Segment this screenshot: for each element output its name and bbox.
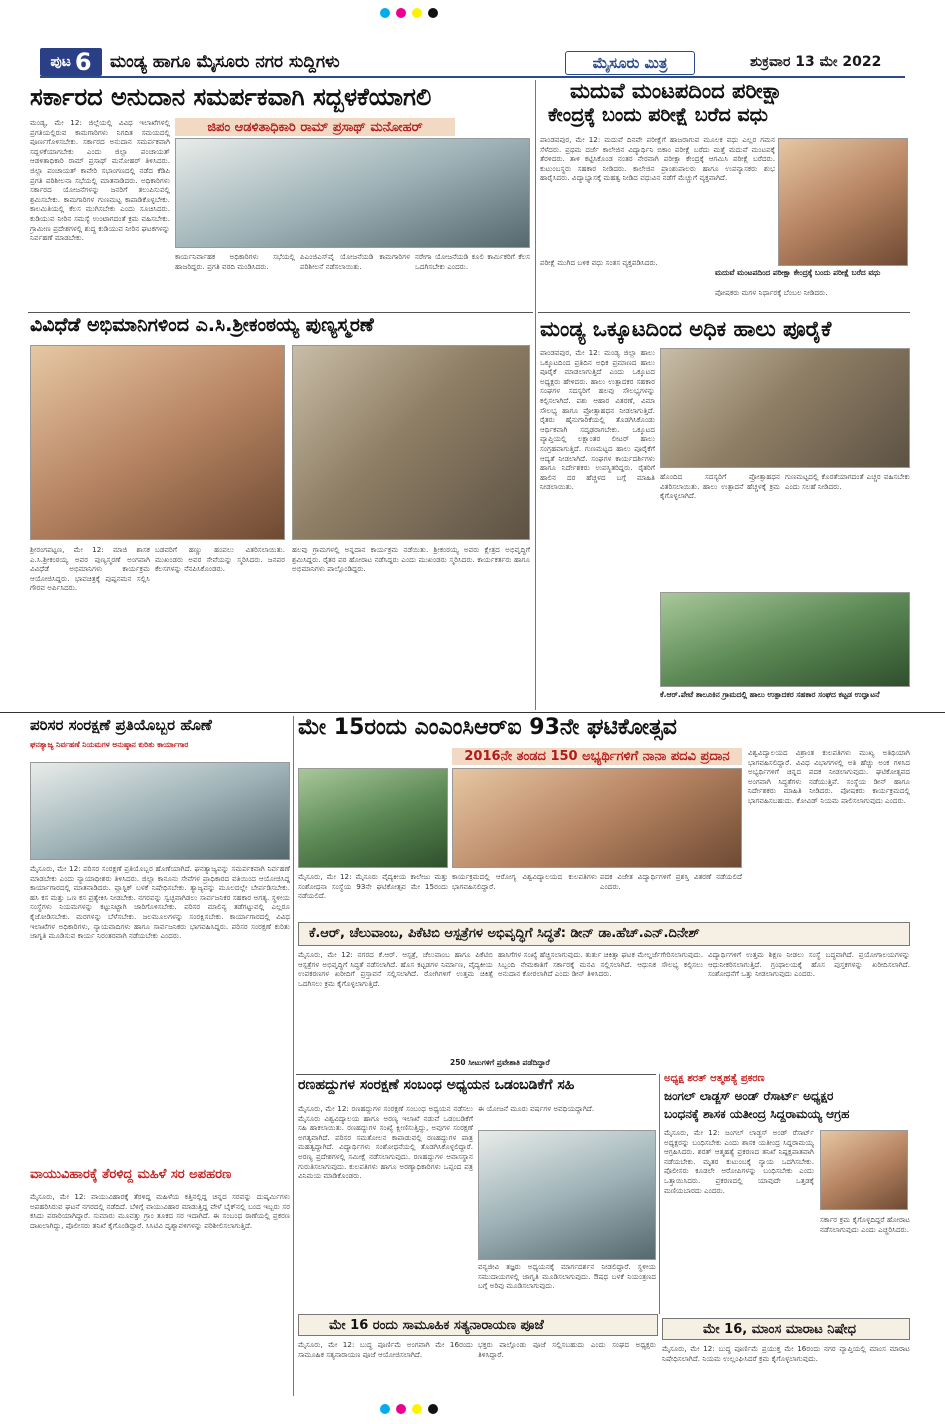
article-9-kicker: ಅಧ್ಯಕ್ಷ ಶರತ್ ಆತ್ಮಹತ್ಯೆ ಪ್ರಕರಣ [664, 1074, 765, 1084]
article-1-body-col4: ನರೇಗಾ ಯೋಜನೆಯಡಿ ಕೂಲಿ ಕಾರ್ಮಿಕರಿಗೆ ಕೆಲಸ ಒದಗಿಸಬೇಕು ಎಂದರು. [415, 252, 530, 271]
print-registration-marks [380, 1404, 580, 1416]
article-9-photo [820, 1130, 908, 1210]
cyan-mark [380, 1404, 390, 1414]
article-8-headline: ರಣಹದ್ದುಗಳ ಸಂರಕ್ಷಣೆ ಸಂಬಂಧ ಅಧ್ಯಯನ ಒಡಂಬಡಿಕೆಗೆ ಸಹಿ [298, 1077, 575, 1093]
article-4-body-col1: ಶ್ರೀರಂಗಪಟ್ಟಣ, ಮೇ 12: ಮಾಜಿ ಶಾಸಕ ಎ.ಸಿ.ಶ್ರೀಕಂಠಯ್ಯ ಅವರ ಪುಣ್ಯಸ್ಮರಣೆ ಅಂಗವಾಗಿ ವಿವಿಧೆಡೆ ಅಭಿಮಾನಿಗಳು ಕಾರ್ಯಕ್ರಮ ಆಯೋಜಿಸಿದ್ದರು. ಭಾವಚಿತ್ರಕ್ಕೆ ಪುಷ್ಪನಮನ ಸಲ್ಲಿಸಿ ಗೌರವ ಅರ್ಪಿಸಿದರು. [30, 545, 150, 593]
article-1-headline: ಸರ್ಕಾರದ ಅನುದಾನ ಸಮರ್ಪಕವಾಗಿ ಸದ್ಬಳಕೆಯಾಗಲಿ [30, 83, 432, 111]
article-1-subhead: ಜಿಪಂ ಆಡಳಿತಾಧಿಕಾರಿ ರಾಮ್ ಪ್ರಸಾಥ್ ಮನೋಹರ್ [175, 118, 455, 136]
article-7-body-col1: ಮೈಸೂರು, ಮೇ 12: ನಗರದ ಕೆ.ಆರ್. ಆಸ್ಪತ್ರೆ, ಚೆಲುವಾಂಬ ಹಾಗೂ ಪಿಕೆಟಿಬಿ ಆಸ್ಪತ್ರೆಗಳ ಅಭಿವೃದ್ಧಿಗೆ ಸಿದ್ಧತೆ ನಡೆಸಲಾಗಿದೆ. ಹೊಸ ಕಟ್ಟಡಗಳ ನಿರ್ಮಾಣ, ವೈದ್ಯಕೀಯ ಉಪಕರಣಗಳ ಖರೀದಿಗೆ ಪ್ರಸ್ತಾವನೆ ಸಲ್ಲಿಸಲಾಗಿದೆ. ರೋಗಿಗಳಿಗೆ ಉತ್ತಮ ಚಿಕಿತ್ಸೆ ಒದಗಿಸಲು ಕ್ರಮ ಕೈಗೊಳ್ಳಲಾಗುತ್ತಿದೆ. [298, 950, 493, 988]
article-9-body-cont: ಸರ್ಕಾರ ಕ್ರಮ ಕೈಗೊಳ್ಳದಿದ್ದರೆ ಹೋರಾಟ ನಡೆಸಲಾಗುವುದು ಎಂದು ಎಚ್ಚರಿಸಿದರು. [820, 1215, 910, 1234]
column-divider [293, 716, 294, 1396]
article-12-headline: ಮೇ 16, ಮಾಂಸ ಮಾರಾಟ ನಿಷೇಧ [703, 1322, 857, 1337]
divider [538, 312, 910, 313]
magenta-mark [396, 1404, 406, 1414]
page-header [40, 48, 905, 78]
article-3-body-col3: ಗುಣಮಟ್ಟದಲ್ಲಿ ಕೊರತೆಯಾಗದಂತೆ ಎಚ್ಚರ ವಹಿಸಬೇಕು ಎಂದು ಸಲಹೆ ನೀಡಿದರು. [785, 472, 910, 491]
article-7-headline: ಕೆ.ಆರ್, ಚೆಲುವಾಂಬ, ಪಿಕೆಟಿಬಿ ಆಸ್ಪತ್ರೆಗಳ ಅಭಿವೃದ್ಧಿಗೆ ಸಿದ್ಧತೆ: ಡೀನ್ ಡಾ.ಹೆಚ್.ಎನ್.ದಿನೇಶ್ [309, 926, 700, 941]
article-6-photo-building [298, 768, 448, 868]
black-mark [428, 1404, 438, 1414]
article-7-body-col3: ವಿದ್ಯಾರ್ಥಿಗಳಿಗೆ ಉತ್ತಮ ಶಿಕ್ಷಣ ನೀಡಲು ಸಂಸ್ಥೆ ಬದ್ಧವಾಗಿದೆ. ಪ್ರಯೋಗಾಲಯಗಳನ್ನು ಆಧುನೀಕರಿಸಲಾಗುತ್ತಿದೆ. ಗ್ರಂಥಾಲಯಕ್ಕೆ ಹೊಸ ಪುಸ್ತಕಗಳನ್ನು ಖರೀದಿಸಲಾಗಿದೆ. ಸಂಶೋಧನೆಗೆ ಒತ್ತು ನೀಡಲಾಗುವುದು ಎಂದರು. [708, 950, 910, 979]
issue-date: ಶುಕ್ರವಾರ 13 ಮೇ 2022 [750, 54, 882, 70]
page-label: ಪುಟ [50, 54, 71, 70]
article-1-body-col3: ಪಿಎಂಜಿಎಸ್‌ವೈ ಯೋಜನೆಯಡಿ ಕಾಮಗಾರಿಗಳ ಪರಿಶೀಲನೆ ನಡೆಸಲಾಯಿತು. [300, 252, 410, 271]
article-8-body-col1: ಮೈಸೂರು, ಮೇ 12: ರಣಹದ್ದುಗಳ ಸಂರಕ್ಷಣೆ ಸಂಬಂಧ ಅಧ್ಯಯನ ನಡೆಸಲು ಮೈಸೂರು ವಿಶ್ವವಿದ್ಯಾಲಯ ಹಾಗೂ ಅರಣ್ಯ ಇಲಾಖೆ ನಡುವೆ ಒಡಂಬಡಿಕೆಗೆ ಸಹಿ ಹಾಕಲಾಯಿತು. ರಣಹದ್ದುಗಳ ಸಂಖ್ಯೆ ಕ್ಷೀಣಿಸುತ್ತಿದ್ದು, ಅವುಗಳ ಸಂರಕ್ಷಣೆ ಅಗತ್ಯವಾಗಿದೆ. ಪರಿಸರ ಸಮತೋಲನ ಕಾಪಾಡುವಲ್ಲಿ ರಣಹದ್ದುಗಳ ಪಾತ್ರ ಮಹತ್ವದ್ದಾಗಿದೆ. ವಿದ್ಯಾರ್ಥಿಗಳು ಸಂಶೋಧನೆಯಲ್ಲಿ ತೊಡಗಿಸಿಕೊಳ್ಳಲಿದ್ದಾರೆ. ಅರಣ್ಯ ಪ್ರದೇಶಗಳಲ್ಲಿ ಸಮೀಕ್ಷೆ ನಡೆಸಲಾಗುವುದು. ರಣಹದ್ದುಗಳ ಆವಾಸಸ್ಥಾನ ಗುರುತಿಸಲಾಗುವುದು. ಕುಲಪತಿಗಳು ಹಾಗೂ ಅರಣ್ಯಾಧಿಕಾರಿಗಳು ಒಪ್ಪಂದ ಪತ್ರ ವಿನಿಮಯ ಮಾಡಿಕೊಂಡರು. [298, 1104, 473, 1181]
article-9-headline-line1: ಜಂಗಲ್ ಲಾಡ್ಜಸ್ ಅಂಡ್ ರೆಸಾರ್ಟ್ ಅಧ್ಯಕ್ಷರ [664, 1089, 834, 1103]
article-3-body-col2: ಹೊಂದಿದ ಸದಸ್ಯರಿಗೆ ಪ್ರೋತ್ಸಾಹಧನ ವಿತರಿಸಲಾಯಿತು. ಹಾಲು ಉತ್ಪಾದನೆ ಹೆಚ್ಚಳಕ್ಕೆ ಕ್ರಮ ಕೈಗೊಳ್ಳಲಾಗಿದೆ. [660, 472, 780, 501]
article-8-photo [478, 1130, 656, 1260]
article-3-caption: ಕೆ.ಆರ್.ಪೇಟೆ ತಾಲೂಕಿನ ಗ್ರಾಮದಲ್ಲಿ ಹಾಲು ಉತ್ಪಾದಕರ ಸಹಕಾರ ಸಂಘದ ಕಟ್ಟಡ ಉದ್ಘಾಟನೆ [660, 690, 880, 699]
page-fold-line [0, 712, 945, 713]
article-3-headline: ಮಂಡ್ಯ ಒಕ್ಕೂಟದಿಂದ ಅಧಿಕ ಹಾಲು ಪೂರೈಕೆ [540, 317, 832, 341]
black-mark [428, 8, 438, 18]
article-1-photo [175, 138, 530, 248]
article-5-headline: ಪರಿಸರ ಸಂರಕ್ಷಣೆ ಪ್ರತಿಯೊಬ್ಬರ ಹೊಣೆ [30, 716, 212, 734]
article-3-body-col1: ಪಾಂಡವಪುರ, ಮೇ 12: ಮಂಡ್ಯ ಜಿಲ್ಲಾ ಹಾಲು ಒಕ್ಕೂಟದಿಂದ ಪ್ರತಿದಿನ ಅಧಿಕ ಪ್ರಮಾಣದ ಹಾಲು ಪೂರೈಕೆ ಮಾಡಲಾಗುತ್ತಿದೆ ಎಂದು ಒಕ್ಕೂಟದ ಅಧ್ಯಕ್ಷರು ಹೇಳಿದರು. ಹಾಲು ಉತ್ಪಾದಕರ ಸಹಕಾರ ಸಂಘಗಳ ಸದಸ್ಯರಿಗೆ ಹಲವು ಸೌಲಭ್ಯಗಳನ್ನು ಕಲ್ಪಿಸಲಾಗಿದೆ. ಪಶು ಆಹಾರ ವಿತರಣೆ, ವಿಮಾ ಸೌಲಭ್ಯ ಹಾಗೂ ಪ್ರೋತ್ಸಾಹಧನ ನೀಡಲಾಗುತ್ತಿದೆ. ರೈತರು ಹೈನುಗಾರಿಕೆಯಲ್ಲಿ ತೊಡಗಿಸಿಕೊಂಡು ಆರ್ಥಿಕವಾಗಿ ಸದೃಢರಾಗಬೇಕು. ಒಕ್ಕೂಟದ ವ್ಯಾಪ್ತಿಯಲ್ಲಿ ಲಕ್ಷಾಂತರ ಲೀಟರ್ ಹಾಲು ಸಂಗ್ರಹವಾಗುತ್ತಿದೆ. ಗುಣಮಟ್ಟದ ಹಾಲು ಪೂರೈಕೆಗೆ ಆದ್ಯತೆ ನೀಡಲಾಗಿದೆ. ಸಂಘಗಳ ಕಾರ್ಯದರ್ಶಿಗಳು ಹಾಗೂ ನಿರ್ದೇಶಕರು ಉಪಸ್ಥಿತರಿದ್ದರು. ರೈತರಿಗೆ ಹಾಲಿನ ದರ ಹೆಚ್ಚಳದ ಬಗ್ಗೆ ಮಾಹಿತಿ ನೀಡಲಾಯಿತು. [540, 348, 655, 492]
article-7-body-col2: ಹಾಸಿಗೆಗಳ ಸಂಖ್ಯೆ ಹೆಚ್ಚಿಸಲಾಗುವುದು. ತುರ್ತು ಚಿಕಿತ್ಸಾ ಘಟಕ ಮೇಲ್ದರ್ಜೆಗೇರಿಸಲಾಗುವುದು. ಸಿಬ್ಬಂದಿ ನೇಮಕಾತಿಗೆ ಸರ್ಕಾರಕ್ಕೆ ಮನವಿ ಸಲ್ಲಿಸಲಾಗಿದೆ. ಆಧುನಿಕ ಸೌಲಭ್ಯ ಕಲ್ಪಿಸಲು ಅನುದಾನ ಕೋರಲಾಗಿದೆ ಎಂದು ಡೀನ್ ತಿಳಿಸಿದರು. [498, 950, 703, 979]
divider [28, 312, 533, 313]
column-divider [535, 80, 536, 710]
article-2-headline-line1: ಮದುವೆ ಮಂಟಪದಿಂದ ಪರೀಕ್ಷಾ [570, 79, 783, 103]
print-registration-marks-top [380, 8, 580, 20]
article-12-headline-box [662, 1318, 910, 1340]
article-2-headline-line2: ಕೇಂದ್ರಕ್ಕೆ ಬಂದು ಪರೀಕ್ಷೆ ಬರೆದ ವಧು [548, 104, 768, 126]
masthead: ಮೈಸೂರು ಮಿತ್ರ [565, 51, 695, 75]
article-11-body-col1: ಮೈಸೂರು, ಮೇ 12: ಬುದ್ಧ ಪೂರ್ಣಿಮೆ ಅಂಗವಾಗಿ ಮೇ 16ರಂದು ಸಾಮೂಹಿಕ ಸತ್ಯನಾರಾಯಣ ಪೂಜೆ ಆಯೋಜಿಸಲಾಗಿದೆ. [298, 1340, 473, 1359]
article-11-body-col2: ಭಕ್ತರು ಪಾಲ್ಗೊಂಡು ಪೂಜೆ ಸಲ್ಲಿಸಬಹುದು ಎಂದು ಸಂಘದ ಅಧ್ಯಕ್ಷರು ತಿಳಿಸಿದ್ದಾರೆ. [478, 1340, 656, 1359]
article-9-body: ಮೈಸೂರು, ಮೇ 12: ಜಂಗಲ್ ಲಾಡ್ಜಸ್ ಅಂಡ್ ರೆಸಾರ್ಟ್ ಅಧ್ಯಕ್ಷರನ್ನು ಬಂಧಿಸಬೇಕು ಎಂದು ಶಾಸಕ ಯತೀಂದ್ರ ಸಿದ್ದರಾಮಯ್ಯ ಆಗ್ರಹಿಸಿದರು. ಶರತ್ ಆತ್ಮಹತ್ಯೆ ಪ್ರಕರಣದ ತನಿಖೆ ನಿಷ್ಪಕ್ಷಪಾತವಾಗಿ ನಡೆಯಬೇಕು. ಮೃತರ ಕುಟುಂಬಕ್ಕೆ ನ್ಯಾಯ ಒದಗಿಸಬೇಕು. ಪೊಲೀಸರು ಕೂಡಲೇ ಆರೋಪಿಗಳನ್ನು ಬಂಧಿಸಬೇಕು ಎಂದು ಒತ್ತಾಯಿಸಿದರು. ಪ್ರಕರಣದಲ್ಲಿ ಯಾವುದೇ ಒತ್ತಡಕ್ಕೆ ಮಣಿಯಬಾರದು ಎಂದರು. [664, 1128, 814, 1195]
article-1-body-col2: ಕಾರ್ಯನಿರ್ವಾಹಕ ಅಧಿಕಾರಿಗಳು ಸಭೆಯಲ್ಲಿ ಹಾಜರಿದ್ದರು. ಪ್ರಗತಿ ವರದಿ ಮಂಡಿಸಿದರು. [175, 252, 295, 271]
column-divider [659, 1074, 660, 1314]
yellow-mark [412, 1404, 422, 1414]
article-4-photo-1 [30, 345, 285, 540]
yellow-mark [412, 8, 422, 18]
article-2-body: ಪಾಂಡವಪುರ, ಮೇ 12: ಮದುವೆ ದಿನವೇ ಪರೀಕ್ಷೆಗೆ ಹಾಜರಾಗುವ ಮೂಲಕ ವಧು ಎಲ್ಲರ ಗಮನ ಸೆಳೆದರು. ಪ್ರಥಮ ದರ್ಜೆ ಕಾಲೇಜಿನ ವಿದ್ಯಾರ್ಥಿನಿ ಬಿಕಾಂ ಪರೀಕ್ಷೆ ಬರೆದು ಮತ್ತೆ ಮದುವೆ ಮಂಟಪಕ್ಕೆ ತೆರಳಿದರು. ತಾಳಿ ಕಟ್ಟಿಸಿಕೊಂಡ ನಂತರ ನೇರವಾಗಿ ಪರೀಕ್ಷಾ ಕೇಂದ್ರಕ್ಕೆ ಆಗಮಿಸಿ ಪರೀಕ್ಷೆ ಬರೆದರು. ಕುಟುಂಬಸ್ಥರು ಸಹಕಾರ ನೀಡಿದರು. ಕಾಲೇಜಿನ ಪ್ರಾಂಶುಪಾಲರು ಹಾಗೂ ಉಪನ್ಯಾಸಕರು ಶುಭ ಹಾರೈಸಿದರು. ವಿದ್ಯಾಭ್ಯಾಸಕ್ಕೆ ಮಹತ್ವ ನೀಡಿದ ವಧುವಿನ ನಡೆಗೆ ಮೆಚ್ಚುಗೆ ವ್ಯಕ್ತವಾಗಿದೆ. [540, 135, 775, 183]
article-2-body-cont: ಪರೀಕ್ಷೆ ಮುಗಿದ ಬಳಿಕ ವಧು ಸಂತಸ ವ್ಯಕ್ತಪಡಿಸಿದರು. [540, 258, 658, 267]
article-6-body-col1: ಮೈಸೂರು, ಮೇ 12: ಮೈಸೂರು ವೈದ್ಯಕೀಯ ಕಾಲೇಜು ಮತ್ತು ಸಂಶೋಧನಾ ಸಂಸ್ಥೆಯ 93ನೇ ಘಟಿಕೋತ್ಸವ ಮೇ 15ರಂದು ನಡೆಯಲಿದೆ. [298, 872, 448, 901]
article-3-photo-1 [660, 348, 910, 468]
article-12-body: ಮೈಸೂರು, ಮೇ 12: ಬುದ್ಧ ಪೂರ್ಣಿಮೆ ಪ್ರಯುಕ್ತ ಮೇ 16ರಂದು ನಗರ ವ್ಯಾಪ್ತಿಯಲ್ಲಿ ಮಾಂಸ ಮಾರಾಟ ನಿಷೇಧಿಸಲಾಗಿದೆ. ನಿಯಮ ಉಲ್ಲಂಘಿಸಿದರೆ ಕ್ರಮ ಕೈಗೊಳ್ಳಲಾಗುವುದು. [662, 1344, 910, 1363]
article-5-body: ಮೈಸೂರು, ಮೇ 12: ಪರಿಸರ ಸಂರಕ್ಷಣೆ ಪ್ರತಿಯೊಬ್ಬರ ಹೊಣೆಯಾಗಿದೆ. ಘನತ್ಯಾಜ್ಯವನ್ನು ಸಮರ್ಪಕವಾಗಿ ನಿರ್ವಹಣೆ ಮಾಡಬೇಕು ಎಂದು ನ್ಯಾಯಾಧೀಶರು ತಿಳಿಸಿದರು. ಜಿಲ್ಲಾ ಕಾನೂನು ಸೇವೆಗಳ ಪ್ರಾಧಿಕಾರದ ವತಿಯಿಂದ ಆಯೋಜಿಸಿದ್ದ ಕಾರ್ಯಾಗಾರದಲ್ಲಿ ಮಾತನಾಡಿದರು. ಪ್ಲಾಸ್ಟಿಕ್ ಬಳಕೆ ನಿಷೇಧಿಸಬೇಕು. ತ್ಯಾಜ್ಯವನ್ನು ಮೂಲದಲ್ಲೇ ಬೇರ್ಪಡಿಸಬೇಕು. ಹಸಿ ಕಸ ಮತ್ತು ಒಣ ಕಸ ಪ್ರತ್ಯೇಕಿಸಿ ನೀಡಬೇಕು. ನಗರವನ್ನು ಸ್ವಚ್ಛವಾಗಿಡಲು ಸಾರ್ವಜನಿಕರ ಸಹಕಾರ ಅಗತ್ಯ. ಸ್ಥಳೀಯ ಸಂಸ್ಥೆಗಳು ನಿಯಮಗಳನ್ನು ಕಟ್ಟುನಿಟ್ಟಾಗಿ ಜಾರಿಗೊಳಿಸಬೇಕು. ಪರಿಸರ ಮಾಲಿನ್ಯ ತಡೆಗಟ್ಟುವಲ್ಲಿ ಎಲ್ಲರೂ ಕೈಜೋಡಿಸಬೇಕು. ಮರಗಳನ್ನು ಬೆಳೆಸಬೇಕು. ಜಲಮೂಲಗಳನ್ನು ಸಂರಕ್ಷಿಸಬೇಕು. ಕಾರ್ಯಾಗಾರದಲ್ಲಿ ವಿವಿಧ ಇಲಾಖೆಗಳ ಅಧಿಕಾರಿಗಳು, ನ್ಯಾಯವಾದಿಗಳು ಹಾಗೂ ಸಾರ್ವಜನಿಕರು ಭಾಗವಹಿಸಿದ್ದರು. ಪರಿಸರ ಸಂರಕ್ಷಣೆ ಕುರಿತು ಜಾಗೃತಿ ಮೂಡಿಸುವ ಕಾರ್ಯ ನಿರಂತರವಾಗಿ ನಡೆಯಬೇಕು ಎಂದರು. [30, 864, 290, 941]
article-8-body-col2: ಈ ಯೋಜನೆ ಮೂರು ವರ್ಷಗಳ ಅವಧಿಯದ್ದಾಗಿದೆ. [478, 1104, 595, 1113]
page-number: 6 [74, 48, 92, 76]
page-number-badge [40, 48, 102, 76]
magenta-mark [396, 8, 406, 18]
article-5-photo [30, 762, 290, 860]
article-4-body-col2: ಬಡವರಿಗೆ ಹಣ್ಣು ಹಂಪಲು ವಿತರಿಸಲಾಯಿತು. ಮುಖಂಡರು ಅವರ ಸೇವೆಯನ್ನು ಸ್ಮರಿಸಿದರು. ಜನಪರ ಕೆಲಸಗಳನ್ನು ನೆನಪಿಸಿಕೊಂಡರು. [155, 545, 285, 574]
article-6-body-col2: ಕಾರ್ಯಕ್ರಮದಲ್ಲಿ ಆರೋಗ್ಯ ವಿಶ್ವವಿದ್ಯಾಲಯದ ಕುಲಪತಿಗಳು ಭಾಗವಹಿಸಲಿದ್ದಾರೆ. [452, 872, 597, 891]
article-3-photo-2 [660, 592, 910, 687]
article-2-photo [778, 138, 908, 266]
article-6-headline: ಮೇ 15ರಂದು ಎಂಎಂಸಿಆರ್‌ಐ 93ನೇ ಘಟಿಕೋತ್ಸವ [298, 715, 677, 740]
cyan-mark [380, 8, 390, 18]
article-1-body-col1: ಮಂಡ್ಯ, ಮೇ 12: ಜಿಲ್ಲೆಯಲ್ಲಿ ವಿವಿಧ ಇಲಾಖೆಗಳಲ್ಲಿ ಪ್ರಗತಿಯಲ್ಲಿರುವ ಕಾಮಗಾರಿಗಳು ನಿಗದಿತ ಸಮಯದಲ್ಲಿ ಪೂರ್ಣಗೊಳಿಸಬೇಕು. ಸರ್ಕಾರದ ಅನುದಾನ ಸಮರ್ಪಕವಾಗಿ ಸದ್ಬಳಕೆಯಾಗಬೇಕು ಎಂದು ಜಿಲ್ಲಾ ಪಂಚಾಯತ್ ಆಡಳಿತಾಧಿಕಾರಿ ರಾಮ್ ಪ್ರಸಾಥ್ ಮನೋಹರ್ ತಿಳಿಸಿದರು. ಜಿಲ್ಲಾ ಪಂಚಾಯತ್ ಕಾವೇರಿ ಸಭಾಂಗಣದಲ್ಲಿ ನಡೆದ ಕೆಡಿಪಿ ಪ್ರಗತಿ ಪರಿಶೀಲನಾ ಸಭೆಯಲ್ಲಿ ಮಾತನಾಡಿದರು. ಅಧಿಕಾರಿಗಳು ಸರ್ಕಾರದ ಯೋಜನೆಗಳನ್ನು ಜನರಿಗೆ ತಲುಪಿಸುವಲ್ಲಿ ಶ್ರಮಿಸಬೇಕು. ಕಾಮಗಾರಿಗಳ ಗುಣಮಟ್ಟ ಕಾಪಾಡಿಕೊಳ್ಳಬೇಕು. ಕಾಲಮಿತಿಯಲ್ಲಿ ಕೆಲಸ ಮುಗಿಸಬೇಕು ಎಂದು ಸೂಚಿಸಿದರು. ಕುಡಿಯುವ ನೀರಿನ ಸಮಸ್ಯೆ ಉಂಟಾಗದಂತೆ ಕ್ರಮ ವಹಿಸಬೇಕು. ಗ್ರಾಮೀಣ ಪ್ರದೇಶಗಳಲ್ಲಿ ಶುದ್ಧ ಕುಡಿಯುವ ನೀರಿನ ಘಟಕಗಳನ್ನು ನಿರ್ವಹಣೆ ಮಾಡಬೇಕು. [30, 118, 170, 243]
article-5-kicker: ಘನತ್ಯಾಜ್ಯ ನಿರ್ವಹಣೆ ನಿಯಮಗಳ ಅನುಷ್ಠಾನ ಕುರಿತು ಕಾರ್ಯಾಗಾರ [30, 740, 189, 749]
article-7-headline-box [298, 922, 910, 946]
article-4-photo-2 [292, 345, 530, 540]
article-2-body-cont2: ಪೋಷಕರು ಮಗಳ ನಿರ್ಧಾರಕ್ಕೆ ಬೆಂಬಲ ನೀಡಿದರು. [715, 288, 828, 297]
article-6-body-col4: ವಿಶ್ವವಿದ್ಯಾಲಯದ ವಿಶ್ರಾಂತ ಕುಲಪತಿಗಳು ಮುಖ್ಯ ಅತಿಥಿಯಾಗಿ ಭಾಗವಹಿಸಲಿದ್ದಾರೆ. ವಿವಿಧ ವಿಭಾಗಗಳಲ್ಲಿ ಅತಿ ಹೆಚ್ಚು ಅಂಕ ಗಳಿಸಿದ ಅಭ್ಯರ್ಥಿಗಳಿಗೆ ಚಿನ್ನದ ಪದಕ ನೀಡಲಾಗುವುದು. ಘಟಿಕೋತ್ಸವದ ಅಂಗವಾಗಿ ಸಿದ್ಧತೆಗಳು ನಡೆಯುತ್ತಿವೆ. ಸಂಸ್ಥೆಯ ಡೀನ್ ಹಾಗೂ ನಿರ್ದೇಶಕರು ಮಾಹಿತಿ ನೀಡಿದರು. ಪೋಷಕರು ಕಾರ್ಯಕ್ರಮದಲ್ಲಿ ಭಾಗವಹಿಸಬಹುದು. ಕೋವಿಡ್ ನಿಯಮ ಪಾಲಿಸಲಾಗುವುದು ಎಂದರು. [748, 748, 910, 805]
article-6-photo-event [452, 768, 742, 868]
article-6-body-col3: ಪದಕ ವಿಜೇತ ವಿದ್ಯಾರ್ಥಿಗಳಿಗೆ ಪ್ರಶಸ್ತಿ ವಿತರಣೆ ನಡೆಯಲಿದೆ ಎಂದರು. [600, 872, 742, 891]
divider [296, 1074, 656, 1075]
article-10-headline: ವಾಯುವಿಹಾರಕ್ಕೆ ತೆರಳಿದ್ದ ಮಹಿಳೆ ಸರ ಅಪಹರಣ [30, 1167, 232, 1182]
article-10-body: ಮೈಸೂರು, ಮೇ 12: ವಾಯುವಿಹಾರಕ್ಕೆ ತೆರಳಿದ್ದ ಮಹಿಳೆಯ ಕತ್ತಿನಲ್ಲಿದ್ದ ಚಿನ್ನದ ಸರವನ್ನು ದುಷ್ಕರ್ಮಿಗಳು ಅಪಹರಿಸಿರುವ ಘಟನೆ ನಗರದಲ್ಲಿ ನಡೆದಿದೆ. ಬೆಳಿಗ್ಗೆ ವಾಯುವಿಹಾರ ಮಾಡುತ್ತಿದ್ದ ವೇಳೆ ಬೈಕ್‌ನಲ್ಲಿ ಬಂದ ಇಬ್ಬರು ಸರ ಕಸಿದು ಪರಾರಿಯಾಗಿದ್ದಾರೆ. ಸುಮಾರು ಮೂವತ್ತು ಗ್ರಾಂ ತೂಕದ ಸರ ಇದಾಗಿದೆ. ಈ ಸಂಬಂಧ ಠಾಣೆಯಲ್ಲಿ ಪ್ರಕರಣ ದಾಖಲಾಗಿದ್ದು, ಪೊಲೀಸರು ತನಿಖೆ ಕೈಗೊಂಡಿದ್ದಾರೆ. ಸಿಸಿಟಿವಿ ದೃಶ್ಯಾವಳಿಗಳನ್ನು ಪರಿಶೀಲಿಸಲಾಗುತ್ತಿದೆ. [30, 1192, 290, 1230]
article-4-headline: ವಿವಿಧೆಡೆ ಅಭಿಮಾನಿಗಳಿಂದ ಎ.ಸಿ.ಶ್ರೀಕಂಠಯ್ಯ ಪುಣ್ಯಸ್ಮರಣೆ [30, 314, 374, 336]
article-11-headline-box [298, 1314, 658, 1336]
article-11-headline: ಮೇ 16 ರಂದು ಸಾಮೂಹಿಕ ಸತ್ಯನಾರಾಯಣ ಪೂಜೆ [329, 1318, 544, 1333]
article-4-body-col3: ಹಲವು ಗ್ರಾಮಗಳಲ್ಲಿ ಅನ್ನದಾನ ಕಾರ್ಯಕ್ರಮ ನಡೆಯಿತು. ಶ್ರೀಕಂಠಯ್ಯ ಅವರು ಕ್ಷೇತ್ರದ ಅಭಿವೃದ್ಧಿಗೆ ಶ್ರಮಿಸಿದ್ದರು. ರೈತರ ಪರ ಹೋರಾಟ ನಡೆಸಿದ್ದರು ಎಂದು ಮುಖಂಡರು ಸ್ಮರಿಸಿದರು. ಕಾರ್ಯಕರ್ತರು ಹಾಗೂ ಅಭಿಮಾನಿಗಳು ಪಾಲ್ಗೊಂಡಿದ್ದರು. [292, 545, 530, 574]
section-title: ಮಂಡ್ಯ ಹಾಗೂ ಮೈಸೂರು ನಗರ ಸುದ್ದಿಗಳು [110, 52, 340, 72]
article-2-caption: ಮದುವೆ ಮಂಟಪದಿಂದ ಪರೀಕ್ಷಾ ಕೇಂದ್ರಕ್ಕೆ ಬಂದು ಪರೀಕ್ಷೆ ಬರೆದ ವಧು [715, 268, 881, 277]
article-6-subhead: 2016ನೇ ತಂಡದ 150 ಅಭ್ಯರ್ಥಿಗಳಿಗೆ ನಾನಾ ಪದವಿ ಪ್ರದಾನ [452, 748, 742, 765]
article-8-body-col3: ವನ್ಯಜೀವಿ ತಜ್ಞರು ಅಧ್ಯಯನಕ್ಕೆ ಮಾರ್ಗದರ್ಶನ ನೀಡಲಿದ್ದಾರೆ. ಸ್ಥಳೀಯ ಸಮುದಾಯಗಳಲ್ಲಿ ಜಾಗೃತಿ ಮೂಡಿಸಲಾಗುವುದು. ಔಷಧ ಬಳಕೆ ನಿಯಂತ್ರಣದ ಬಗ್ಗೆ ಅರಿವು ಮೂಡಿಸಲಾಗುವುದು. [478, 1262, 656, 1291]
article-7-footnote: 250 ಸೀಟುಗಳಿಗೆ ಪ್ರವೇಶಾತಿ ಪಡೆದಿದ್ದಾರೆ [450, 1058, 550, 1067]
article-9-headline-line2: ಬಂಧನಕ್ಕೆ ಶಾಸಕ ಯತೀಂದ್ರ ಸಿದ್ದರಾಮಯ್ಯ ಆಗ್ರಹ [664, 1107, 850, 1121]
